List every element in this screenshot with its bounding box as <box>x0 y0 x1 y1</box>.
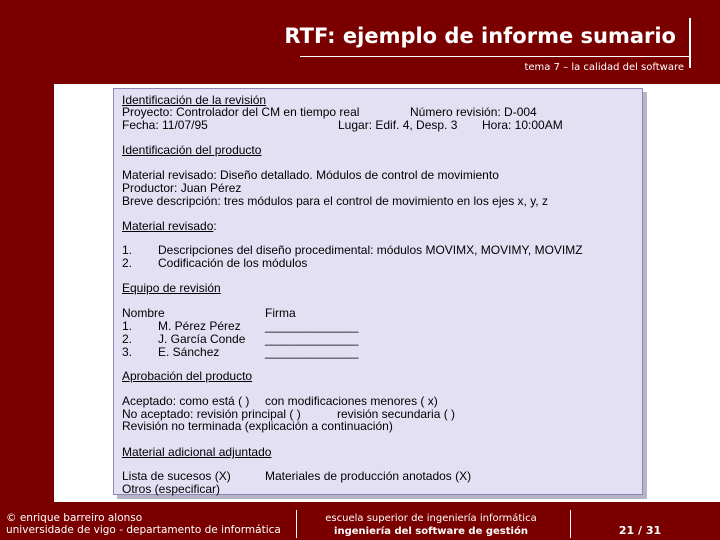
material-item: Codificación de los módulos <box>158 256 308 270</box>
production-materials-line: Materiales de producción anotados (X) <box>265 469 472 483</box>
section-title-review-id: Identificación de la revisión <box>122 93 267 107</box>
not-finished-line: Revisión no terminada (explicación a continuación) <box>122 419 393 433</box>
material-line: Material revisado: Diseño detallado. Módulos de control de movimiento <box>122 168 499 182</box>
footer-department: universidade de vigo - departamento de informática <box>6 524 281 536</box>
footer-school <box>296 512 566 538</box>
footer-course-name: ingeniería del software de gestión <box>334 526 528 537</box>
project-line: Proyecto: Controlador del CM en tiempo real <box>122 105 360 119</box>
accepted-line: Aceptado: como está ( ) <box>122 394 250 408</box>
page-title: RTF: ejemplo de informe sumario <box>284 24 676 48</box>
team-member-name: M. Pérez Pérez <box>158 319 241 333</box>
section-title-approval: Aprobación del producto <box>122 369 253 383</box>
page-subtitle: tema 7 – la calidad del software <box>524 62 684 73</box>
section-title-additional: Material adicional adjuntado <box>122 445 272 459</box>
header-vertical-divider <box>689 18 691 68</box>
team-member-name: J. García Conde <box>158 332 246 346</box>
header-horizontal-divider <box>300 56 690 57</box>
time-line: Hora: 10:00AM <box>482 118 563 132</box>
material-item-number: 2. <box>122 256 133 270</box>
footer-school-name: escuela superior de ingeniería informática <box>325 513 537 524</box>
signature-line: ______________ <box>265 319 359 333</box>
description-line: Breve descripción: tres módulos para el control de movimiento en los ejes x, y, z <box>122 194 548 208</box>
review-number: Número revisión: D-004 <box>410 105 537 119</box>
team-member-number: 2. <box>122 332 133 346</box>
team-member-number: 3. <box>122 345 133 359</box>
report-panel <box>113 88 643 495</box>
producer-line: Productor: Juan Pérez <box>122 181 242 195</box>
footer-credits <box>6 512 281 536</box>
signature-line: ______________ <box>265 332 359 346</box>
material-item: Descripciones del diseño procedimental: módulos MOVIMX, MOVIMY, MOVIMZ <box>158 243 583 257</box>
signature-header: Firma <box>265 306 296 320</box>
events-list-line: Lista de sucesos (X) <box>122 469 231 483</box>
team-member-name: E. Sánchez <box>158 345 220 359</box>
not-accepted-secondary: revisión secundaria ( ) <box>337 407 456 421</box>
material-item-number: 1. <box>122 243 133 257</box>
not-accepted-line: No aceptado: revisión principal ( ) <box>122 407 301 421</box>
name-header: Nombre <box>122 306 165 320</box>
footer-author: © enrique barreiro alonso <box>6 512 143 524</box>
signature-line: ______________ <box>265 345 359 359</box>
place-line: Lugar: Edif. 4, Desp. 3 <box>338 118 458 132</box>
section-title-team: Equipo de revisión <box>122 281 221 295</box>
date-line: Fecha: 11/07/95 <box>122 118 208 132</box>
page-number: 21 / 31 <box>618 524 662 537</box>
section-title-material: Material revisado: <box>122 219 217 233</box>
team-member-number: 1. <box>122 319 133 333</box>
section-title-product-id: Identificación del producto <box>122 143 262 157</box>
accepted-modifications: con modificaciones menores ( x) <box>265 394 438 408</box>
others-line: Otros (especificar) <box>122 482 221 496</box>
footer-divider <box>570 510 571 538</box>
